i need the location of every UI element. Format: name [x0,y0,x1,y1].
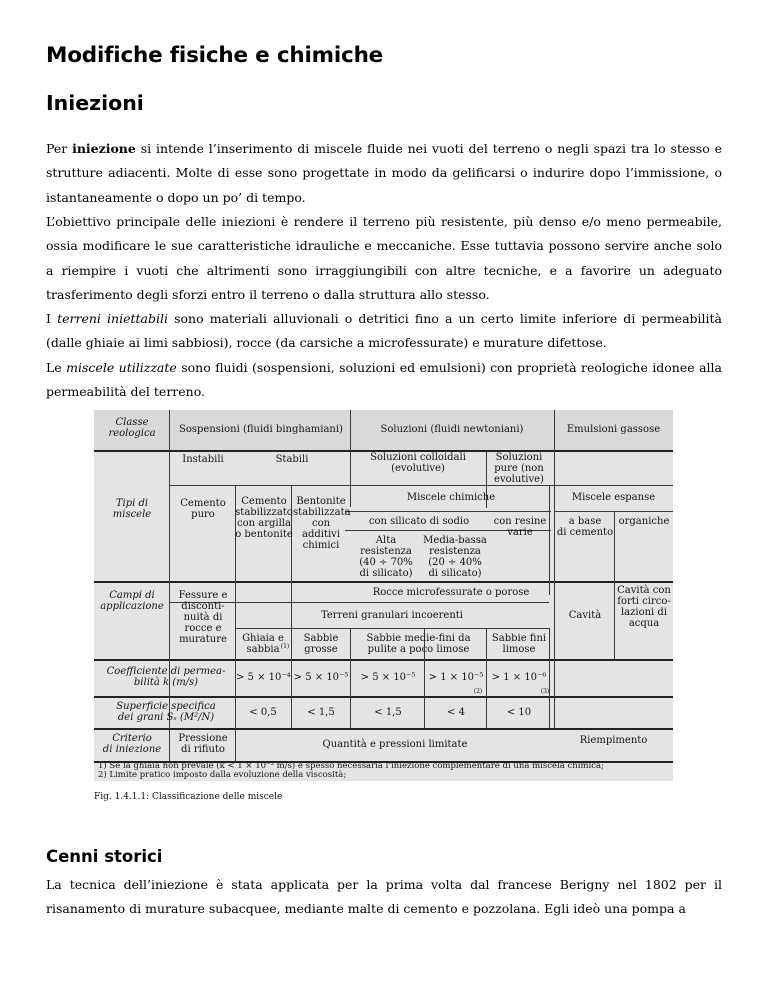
paragraph-terrains: I terreni iniettabili sono materiali alluvionali o detritici fino a un certo limite inferiore di permeabilità (dalle ghiaie ai limi sabbiosi), rocce (da carsiche a microfessurate) e murature difettose. [46,311,722,351]
table-cell: Soluzioni colloidali (evolutive) [370,452,466,474]
table-cell: organiche [618,516,670,527]
table-cell: Bentonite stabilizzata con additivi chimici [293,496,351,551]
table-cell: > 5 × 10⁻⁴ [236,672,291,683]
table-cell: Riempimento [579,735,648,746]
table-cell: Soluzioni pure (non evolutive) [494,452,544,485]
table-cell: Superficie specifica dei grani Sₛ (M²/N) [116,701,216,723]
table-cell: Emulsioni gassose [566,424,661,435]
table-cell: > 5 × 10⁻⁵ [360,672,416,683]
table-cell: Cemento puro [180,498,226,520]
table-cell: Instabili [182,454,224,465]
table-cell: Classe reologica [108,417,156,439]
table-cell: Soluzioni (fluidi newtoniani) [380,424,524,435]
table-cell: Alta resistenza (40 ÷ 70% di silicato) [359,535,413,579]
table-cell: Campi di applicazione [100,590,164,612]
table-cell: (2) [473,688,483,695]
table-cell: Fessure e disconti- nuità di rocce e murature [178,590,228,645]
table-cell: < 1,5 [307,707,335,718]
table-cell: Miscele espanse [571,492,656,503]
table-cell: < 0,5 [249,707,277,718]
table-cell: Cavità [568,610,602,621]
table-cell: Rocce microfessurate o porose [372,587,530,598]
table-cell: Media-bassa resistenza (20 ÷ 40% di silicato) [423,535,487,579]
table-cell: Stabili [275,454,309,465]
table-cell: < 4 [447,707,465,718]
table-cell: Criterio di iniezione [102,733,162,755]
table-cell: Sospensioni (fluidi binghamiani) [179,424,343,435]
paragraph-definition: Per iniezione si intende l’inserimento di miscele fluide nei vuoti del terreno o negli spazi tra lo stesso e strutture adiacenti. Molte di esse sono progettate in modo da gelificarsi o indurire dopo l’immissione, o istantaneamente o dopo un po’ di tempo. [46,141,722,205]
classification-table-image [94,410,673,781]
table-cell: Ghiaia e sabbia [242,633,284,655]
table-cell: Miscele chimiche [406,492,496,503]
table-cell: (3) [540,688,550,695]
table-cell: Cavità con forti circo- lazioni di acqua [617,585,671,629]
paragraph-objective: L’obiettivo principale delle iniezioni è rendere il terreno più resistente, più denso e/o meno permeabile, ossia modificare le sue caratteristiche idrauliche e meccaniche. Esse tuttavia possono servire anche solo a riempire i vuoti che altrimenti sono irraggiungibili con altre tecniche, e a favorire un adeguato trasferimento degli sforzi entro il terreno o dalla struttura allo stesso. [46,214,722,302]
table-cell: (1) [280,643,290,650]
paragraph-history: La tecnica dell’iniezione è stata applicata per la prima volta dal francese Berigny nel 1802 per il risanamento di murature subacquee, mediante malte di cemento e pozzolana. Egli ideò una pompa a [46,877,722,917]
table-cell: a base di cemento [556,516,614,538]
paragraph-mixtures: Le miscele utilizzate sono fluidi (sospensioni, soluzioni ed emulsioni) con proprietà reologiche idonee alla permeabilità del terreno. [46,360,723,400]
table-cell: 2) Limite pratico imposto dalla evoluzione della viscosità; [98,770,347,780]
table-cell: Sabbie fini limose [491,633,547,655]
table-cell: Cemento stabilizzato con argilla o bentonite [235,496,293,540]
table-cell: Sabbie medie-fini da pulite a poco limose [366,633,471,655]
table-cell: con resine varie [493,516,547,538]
subsection-heading: Cenni storici [46,847,163,866]
table-cell: Tipi di miscele [112,498,152,520]
table-cell: < 1,5 [374,707,402,718]
table-cell: Sabbie grosse [303,633,339,655]
bold-term: iniezione [72,141,136,156]
table-cell: > 1 × 10⁻⁵ [428,672,484,683]
italic-term: miscele utilizzate [66,360,177,375]
table-cell: Quantità e pressioni limitate [322,739,468,750]
section-heading: Iniezioni [46,91,144,115]
table-cell: < 10 [506,707,532,718]
page-title: Modifiche fisiche e chimiche [46,43,384,68]
table-cell: Pressione di rifiuto [178,733,228,755]
table-cell: > 1 × 10⁻⁶ [491,672,547,683]
italic-term: terreni iniettabili [57,311,168,326]
table-cell: 1) Se la ghiaia non prevale (k < 1 × 10⁻³ m/s) è spesso necessaria l’iniezione complementare di una miscela chimica; [98,761,604,771]
figure-caption: Fig. 1.4.1.1: Classificazione delle miscele [94,792,283,802]
table-cell: > 5 × 10⁻⁵ [293,672,349,683]
table-cell: con silicato di sodio [368,516,470,527]
table-cell: Coefficiente di permea- bilità k (m/s) [106,666,226,688]
table-cell: Terreni granulari incoerenti [321,610,463,621]
